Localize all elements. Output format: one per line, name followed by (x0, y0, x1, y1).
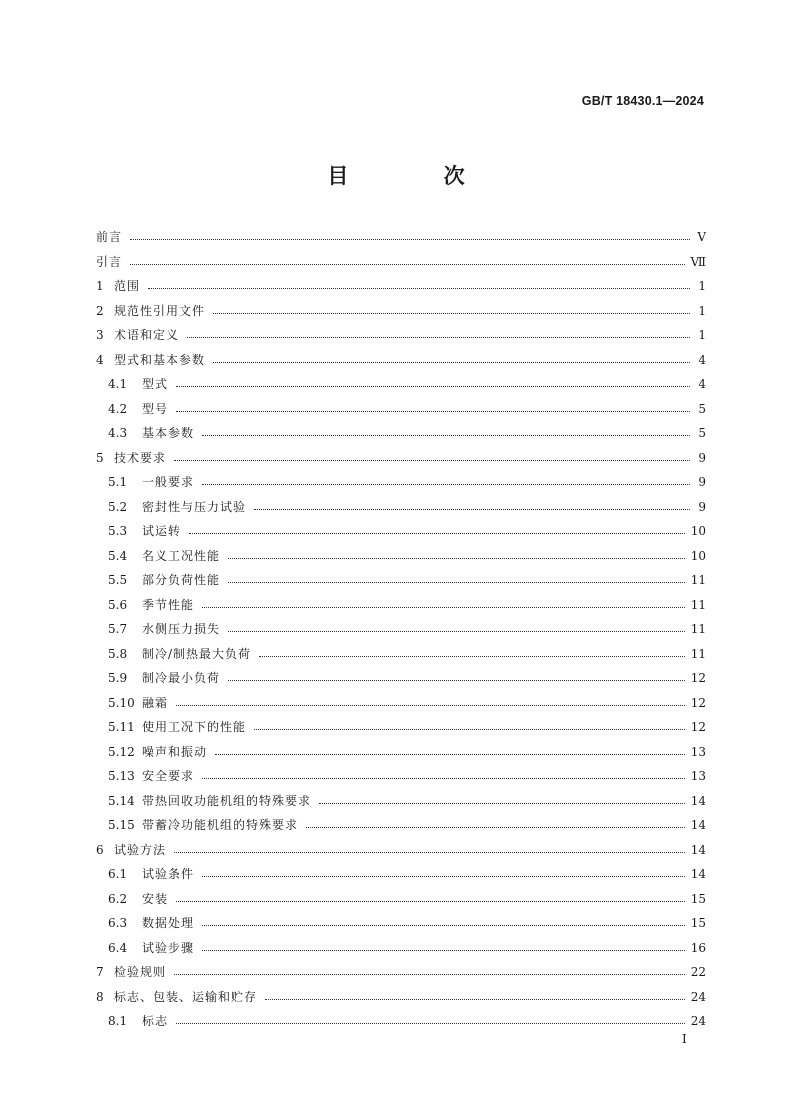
toc-entry-page: 16 (690, 940, 706, 955)
toc-entry-title: 噪声和振动 (142, 744, 208, 759)
toc-entry-number: 6.4 (108, 940, 128, 955)
toc-entry[interactable] (96, 715, 706, 740)
toc-entry-page: 24 (690, 989, 706, 1004)
toc-dot-leader (213, 312, 690, 314)
toc-entry-title: 规范性引用文件 (114, 303, 206, 318)
toc-dot-leader (176, 1022, 685, 1024)
toc-entry[interactable] (96, 740, 706, 765)
toc-entry-page: 4 (698, 377, 706, 391)
toc-entry-title: 型式 (142, 377, 169, 391)
toc-dot-leader (176, 704, 685, 706)
toc-entry-page: 5 (698, 426, 706, 440)
toc-entry-page: 11 (690, 573, 706, 587)
standard-number: GB/T 18430.1—2024 (581, 94, 704, 108)
toc-entry-number: 8 (96, 989, 104, 1004)
toc-dot-leader (202, 777, 685, 779)
toc-entry-number: 5.14 (108, 793, 135, 808)
toc-entry-number: 4.2 (108, 401, 128, 416)
toc-entry[interactable] (96, 225, 706, 250)
toc-entry-page: 12 (690, 720, 706, 734)
toc-entry[interactable] (96, 495, 706, 520)
toc-entry[interactable] (96, 568, 706, 593)
toc-entry-title: 安全要求 (142, 769, 195, 783)
toc-entry-title: 名义工况性能 (142, 548, 221, 563)
toc-entry-number: 5.4 (108, 548, 128, 563)
toc-entry-page: 1 (698, 328, 706, 342)
toc-entry[interactable] (96, 642, 706, 667)
toc-entry-page: 5 (698, 401, 706, 416)
toc-dot-leader (202, 483, 690, 485)
toc-entry[interactable] (96, 789, 706, 814)
toc-entry-title: 水侧压力损失 (142, 622, 221, 636)
toc-entry-number: 6.2 (108, 891, 128, 906)
toc-dot-leader (130, 238, 690, 240)
toc-dot-leader (254, 728, 685, 730)
toc-entry-page: 13 (690, 744, 706, 759)
toc-entry-page: 14 (690, 842, 706, 857)
toc-dot-leader (148, 287, 690, 289)
toc-entry-title: 检验规则 (114, 965, 167, 979)
toc-entry[interactable] (96, 813, 706, 838)
toc-entry-title: 试验步骤 (142, 940, 195, 955)
toc-entry-page: 13 (690, 769, 706, 783)
toc-entry[interactable] (96, 838, 706, 863)
toc-entry-number: 2 (96, 303, 104, 318)
toc-entry-title: 带蓄冷功能机组的特殊要求 (142, 818, 299, 832)
toc-entry-title: 制冷/制热最大负荷 (142, 646, 252, 661)
toc-dot-leader (228, 557, 685, 559)
toc-entry[interactable] (96, 544, 706, 569)
toc-entry-number: 5.12 (108, 744, 135, 759)
toc-entry[interactable] (96, 274, 706, 299)
page-title: 目 次 (327, 164, 509, 188)
toc-entry-page: 11 (690, 646, 706, 661)
toc-entry-page: 14 (690, 793, 706, 808)
toc-entry-title: 试验条件 (142, 867, 195, 881)
toc-entry-page: 9 (698, 450, 706, 465)
toc-entry-page: 11 (690, 597, 706, 612)
toc-entry[interactable] (96, 372, 706, 397)
toc-entry[interactable] (96, 691, 706, 716)
toc-entry[interactable] (96, 250, 706, 275)
toc-entry-number: 5.1 (108, 475, 128, 489)
page-number: Ⅰ (682, 1032, 687, 1046)
toc-entry-title: 试运转 (142, 524, 182, 538)
toc-entry-number: 5.3 (108, 524, 128, 538)
toc-entry[interactable] (96, 397, 706, 422)
toc-entry-title: 型式和基本参数 (114, 352, 206, 367)
toc-dot-leader (213, 361, 690, 363)
toc-entry[interactable] (96, 911, 706, 936)
toc-entry[interactable] (96, 299, 706, 324)
toc-dot-leader (228, 630, 685, 632)
toc-entry-number: 1 (96, 279, 104, 293)
toc-entry-title: 术语和定义 (114, 328, 180, 342)
toc-entry-number: 5.7 (108, 622, 128, 636)
toc-entry-number: 3 (96, 328, 104, 342)
toc-entry-page: 22 (690, 965, 706, 979)
toc-entry-number: 5.2 (108, 499, 128, 514)
toc-entry-number: 5.15 (108, 818, 135, 832)
toc-entry-number: 5.8 (108, 646, 128, 661)
toc-dot-leader (202, 949, 685, 951)
toc-entry-number: 6 (96, 842, 104, 857)
toc-entry-title: 密封性与压力试验 (142, 499, 247, 514)
toc-entry-number: 4.1 (108, 377, 128, 391)
toc-dot-leader (319, 802, 685, 804)
toc-entry-page: 10 (690, 524, 706, 538)
toc-dot-leader (202, 434, 690, 436)
toc-dot-leader (176, 410, 690, 412)
toc-entry[interactable] (96, 666, 706, 691)
toc-entry-page: 12 (690, 671, 706, 685)
toc-entry-title: 前言 (96, 230, 123, 244)
toc-entry-page: 14 (690, 867, 706, 881)
toc-dot-leader (228, 581, 685, 583)
toc-entry-page: 15 (690, 916, 706, 930)
toc-dot-leader (130, 263, 684, 265)
toc-dot-leader (176, 900, 685, 902)
toc-entry[interactable] (96, 887, 706, 912)
toc-entry-page: 4 (698, 352, 706, 367)
toc-entry-page: 1 (698, 279, 706, 293)
toc-entry[interactable] (96, 323, 706, 348)
toc-entry-title: 型号 (142, 401, 169, 416)
toc-dot-leader (265, 998, 685, 1000)
toc-entry-title: 数据处理 (142, 916, 195, 930)
toc-dot-leader (228, 679, 685, 681)
toc-entry[interactable] (96, 936, 706, 961)
toc-entry-title: 标志 (142, 1014, 169, 1028)
toc-dot-leader (202, 875, 685, 877)
toc-entry[interactable] (96, 470, 706, 495)
toc-dot-leader (176, 385, 690, 387)
toc-dot-leader (174, 973, 685, 975)
toc-entry-title: 技术要求 (114, 450, 167, 465)
toc-entry-number: 7 (96, 965, 104, 979)
toc-entry-title: 带热回收功能机组的特殊要求 (142, 793, 312, 808)
toc-entry[interactable] (96, 617, 706, 642)
toc-entry-page: 10 (690, 548, 706, 563)
toc-entry-title: 基本参数 (142, 426, 195, 440)
toc-entry-title: 融霜 (142, 695, 169, 710)
toc-entry-title: 部分负荷性能 (142, 573, 221, 587)
toc-entry[interactable] (96, 960, 706, 985)
toc-entry[interactable] (96, 862, 706, 887)
table-of-contents (96, 225, 706, 1034)
toc-entry-title: 试验方法 (114, 842, 167, 857)
toc-entry[interactable] (96, 593, 706, 618)
toc-entry-number: 6.3 (108, 916, 128, 930)
toc-entry-number: 6.1 (108, 867, 128, 881)
toc-entry-page: 11 (690, 622, 706, 636)
toc-entry-page: Ⅶ (690, 254, 706, 269)
toc-entry-number: 4.3 (108, 426, 128, 440)
toc-entry[interactable] (96, 985, 706, 1010)
toc-entry-title: 安装 (142, 891, 169, 906)
toc-entry-page: 9 (698, 499, 706, 514)
toc-entry-number: 5.11 (108, 720, 135, 734)
toc-entry-title: 季节性能 (142, 597, 195, 612)
toc-entry-number: 5 (96, 450, 104, 465)
toc-entry[interactable] (96, 446, 706, 471)
toc-entry-number: 4 (96, 352, 104, 367)
toc-dot-leader (189, 532, 685, 534)
toc-entry-title: 使用工况下的性能 (142, 720, 247, 734)
toc-entry[interactable] (96, 519, 706, 544)
toc-dot-leader (187, 336, 690, 338)
toc-dot-leader (215, 753, 685, 755)
toc-entry[interactable] (96, 421, 706, 446)
toc-entry[interactable] (96, 764, 706, 789)
toc-entry[interactable] (96, 348, 706, 373)
toc-entry-title: 一般要求 (142, 475, 195, 489)
toc-entry-page: 14 (690, 818, 706, 832)
toc-entry-page: 9 (698, 475, 706, 489)
toc-entry-title: 标志、包装、运输和贮存 (114, 989, 258, 1004)
toc-entry-number: 5.5 (108, 573, 128, 587)
toc-entry-number: 5.9 (108, 671, 128, 685)
toc-dot-leader (174, 851, 685, 853)
toc-entry-page: 24 (690, 1014, 706, 1028)
toc-entry-page: Ⅴ (697, 230, 706, 244)
toc-entry-page: 15 (690, 891, 706, 906)
toc-entry-number: 5.10 (108, 695, 135, 710)
toc-entry-number: 8.1 (108, 1014, 128, 1028)
toc-entry-title: 制冷最小负荷 (142, 671, 221, 685)
toc-entry-page: 12 (690, 695, 706, 710)
toc-entry[interactable] (96, 1009, 706, 1034)
toc-entry-page: 1 (698, 303, 706, 318)
toc-dot-leader (306, 826, 685, 828)
toc-entry-title: 范围 (114, 279, 141, 293)
toc-dot-leader (174, 459, 690, 461)
toc-dot-leader (202, 924, 685, 926)
toc-entry-number: 5.13 (108, 769, 135, 783)
toc-entry-title: 引言 (96, 254, 123, 269)
toc-dot-leader (254, 508, 690, 510)
toc-dot-leader (259, 655, 685, 657)
toc-entry-number: 5.6 (108, 597, 128, 612)
toc-dot-leader (202, 606, 685, 608)
